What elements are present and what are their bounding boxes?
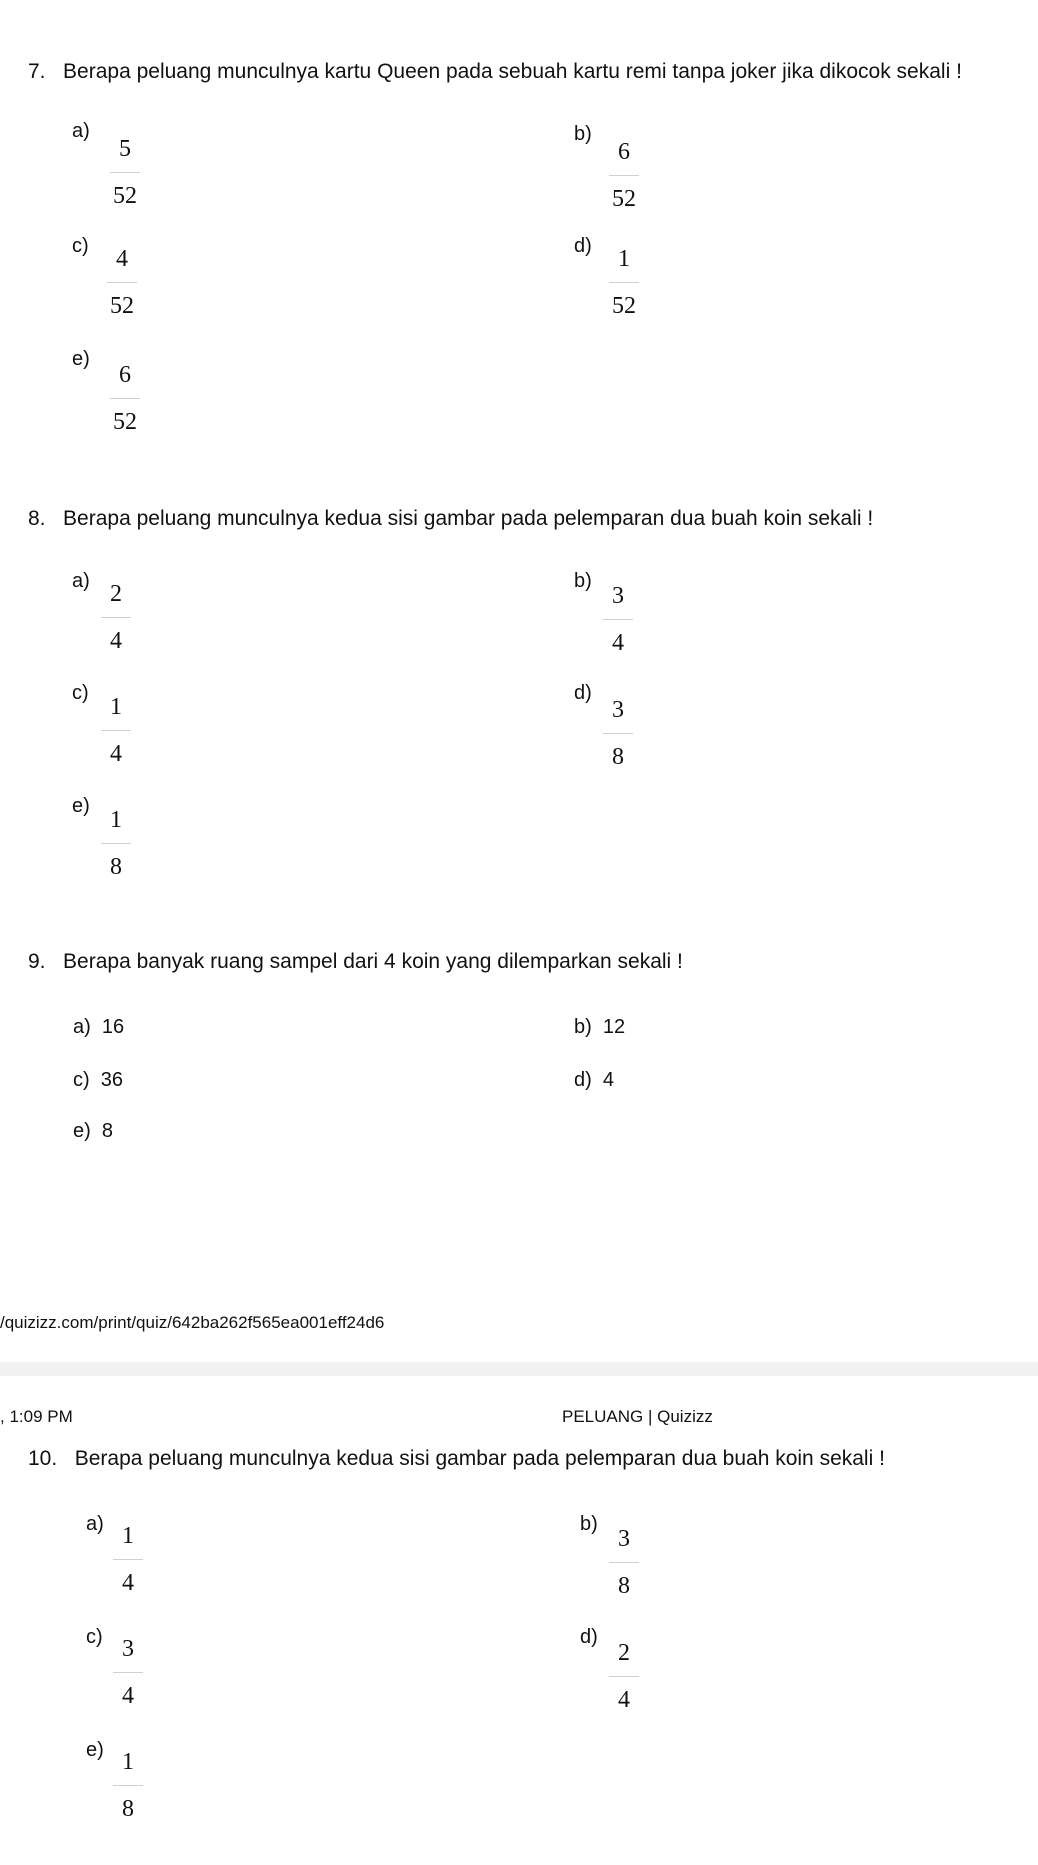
numerator: 1 [122, 1523, 134, 1549]
option-value: 36 [100, 1069, 124, 1091]
fraction-bar [609, 175, 639, 176]
denominator: 4 [122, 1683, 134, 1709]
fraction-bar [603, 619, 633, 620]
option-letter: c) [73, 1069, 90, 1091]
denominator: 8 [110, 854, 122, 880]
option-letter: c) [72, 682, 89, 704]
numerator: 6 [119, 362, 131, 388]
numerator: 3 [612, 697, 624, 723]
question-number: 8. [28, 507, 46, 530]
option-value: 16 [101, 1016, 125, 1038]
fraction [604, 242, 644, 323]
fraction [96, 577, 136, 658]
option-letter: e) [73, 1120, 91, 1142]
option-9a[interactable] [73, 1016, 124, 1039]
numerator: 3 [122, 1636, 134, 1662]
denominator: 4 [612, 630, 624, 656]
fraction [604, 1522, 644, 1603]
fraction-bar [113, 1672, 143, 1673]
question-number: 10. [28, 1447, 58, 1470]
fraction [604, 135, 644, 216]
numerator: 6 [618, 139, 630, 165]
question-text: Berapa peluang munculnya kedua sisi gambar pada pelemparan dua buah koin sekali ! [63, 507, 874, 530]
fraction [598, 693, 638, 774]
page-separator [0, 1362, 1038, 1376]
numerator: 1 [122, 1749, 134, 1775]
fraction-bar [603, 733, 633, 734]
numerator: 4 [116, 246, 128, 272]
denominator: 52 [612, 186, 636, 212]
fraction-bar [609, 282, 639, 283]
option-letter: e) [72, 348, 90, 370]
question-number: 9. [28, 950, 46, 973]
fraction-bar [609, 1562, 639, 1563]
fraction [96, 690, 136, 771]
option-letter: d) [580, 1626, 598, 1648]
option-value: 12 [602, 1016, 626, 1038]
question-text: Berapa banyak ruang sampel dari 4 koin yang dilemparkan sekali ! [63, 950, 683, 973]
numerator: 2 [110, 581, 122, 607]
fraction-bar [101, 843, 131, 844]
denominator: 8 [612, 744, 624, 770]
option-letter: a) [72, 120, 90, 142]
denominator: 4 [110, 741, 122, 767]
fraction-bar [113, 1559, 143, 1560]
fraction [108, 1745, 148, 1826]
option-letter: d) [574, 1069, 592, 1091]
fraction-bar [101, 617, 131, 618]
option-letter: d) [574, 235, 592, 257]
option-9c[interactable] [73, 1069, 123, 1092]
numerator: 1 [110, 694, 122, 720]
option-letter: e) [86, 1739, 104, 1761]
option-letter: d) [574, 682, 592, 704]
question-10-title [28, 1447, 885, 1471]
denominator: 4 [110, 628, 122, 654]
numerator: 1 [110, 807, 122, 833]
option-letter: e) [72, 795, 90, 817]
question-number: 7. [28, 60, 46, 83]
option-letter: a) [86, 1513, 104, 1535]
fraction-bar [113, 1785, 143, 1786]
option-letter: a) [72, 570, 90, 592]
option-letter: b) [574, 1016, 592, 1038]
denominator: 52 [110, 293, 134, 319]
denominator: 52 [612, 293, 636, 319]
question-9-title [28, 950, 683, 974]
fraction [102, 242, 142, 323]
fraction-bar [107, 282, 137, 283]
fraction [108, 1632, 148, 1713]
denominator: 52 [113, 183, 137, 209]
denominator: 4 [122, 1570, 134, 1596]
fraction [105, 358, 145, 439]
option-letter: b) [574, 123, 592, 145]
option-value: 8 [101, 1120, 114, 1142]
denominator: 52 [113, 409, 137, 435]
fraction [108, 1519, 148, 1600]
numerator: 2 [618, 1640, 630, 1666]
fraction-bar [101, 730, 131, 731]
fraction-bar [110, 172, 140, 173]
fraction [96, 803, 136, 884]
option-letter: a) [73, 1016, 91, 1038]
option-letter: b) [580, 1513, 598, 1535]
denominator: 8 [122, 1796, 134, 1822]
denominator: 8 [618, 1573, 630, 1599]
fraction [604, 1636, 644, 1717]
denominator: 4 [618, 1687, 630, 1713]
print-title: PELUANG | Quizizz [562, 1407, 713, 1426]
option-9b[interactable] [574, 1016, 625, 1039]
question-8-title [28, 507, 873, 531]
question-7-title [28, 60, 962, 84]
question-text: Berapa peluang munculnya kartu Queen pada sebuah kartu remi tanpa joker jika dikocok sekali ! [63, 60, 962, 83]
fraction-bar [609, 1676, 639, 1677]
fraction-bar [110, 398, 140, 399]
option-letter: c) [72, 235, 89, 257]
print-time: , 1:09 PM [0, 1407, 73, 1426]
fraction [105, 132, 145, 213]
numerator: 1 [618, 246, 630, 272]
option-value: 4 [602, 1069, 615, 1091]
option-letter: b) [574, 570, 592, 592]
option-9d[interactable] [574, 1069, 614, 1092]
numerator: 5 [119, 136, 131, 162]
fraction [598, 579, 638, 660]
option-9e[interactable] [73, 1120, 113, 1143]
question-text: Berapa peluang munculnya kedua sisi gambar pada pelemparan dua buah koin sekali ! [74, 1447, 885, 1470]
numerator: 3 [612, 583, 624, 609]
numerator: 3 [618, 1526, 630, 1552]
footer-url: /quizizz.com/print/quiz/642ba262f565ea001eff24d6 [0, 1313, 385, 1332]
option-letter: c) [86, 1626, 103, 1648]
